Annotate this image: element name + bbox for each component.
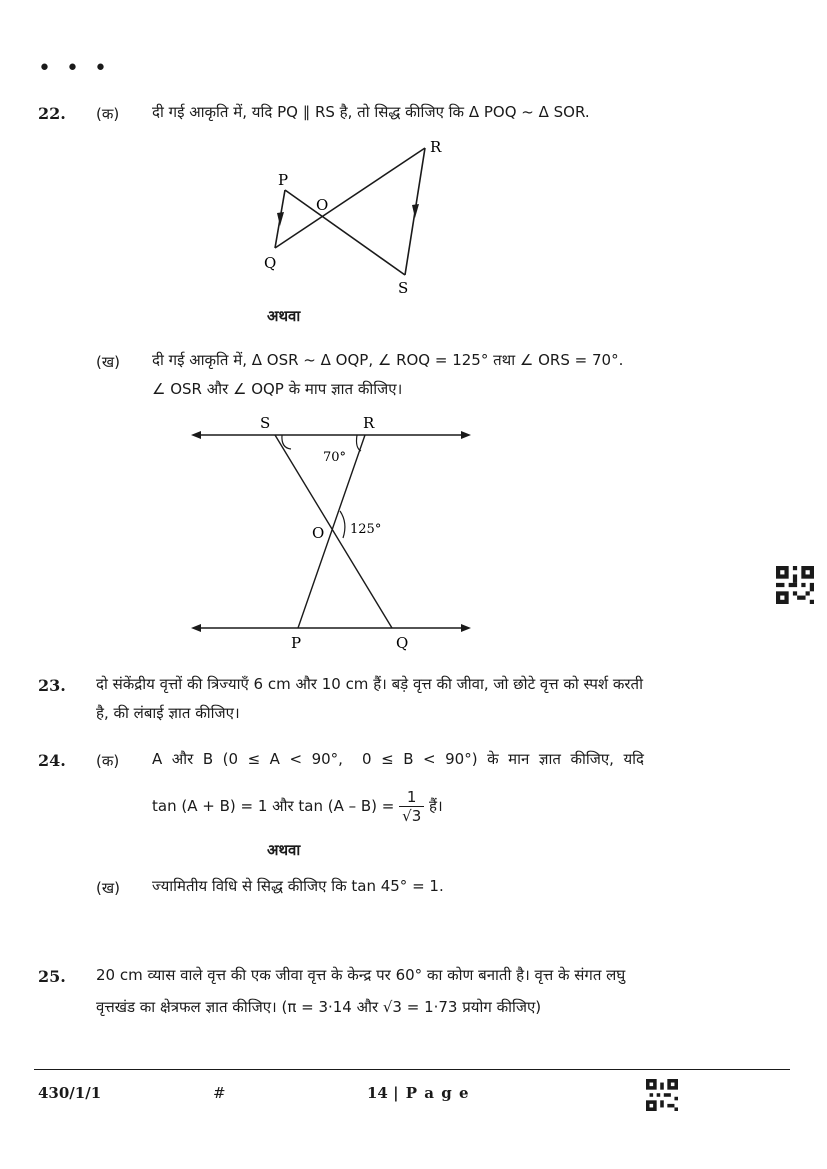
footer-page: [367, 1084, 470, 1102]
q22-b-line1: दी गई आकृति में, Δ OSR ~ Δ OQP, ∠ ROQ = 125° तथा ∠ ORS = 70°.: [152, 351, 624, 369]
q24-number: 24.: [38, 751, 66, 770]
q23-line2: है, की लंबाई ज्ञात कीजिए।: [96, 704, 240, 722]
q22-b-line2: ∠ OSR और ∠ OQP के माप ज्ञात कीजिए।: [152, 380, 403, 398]
figure-q22b: [185, 408, 480, 658]
fig1-label-q: Q: [264, 254, 277, 272]
footer-qr-code-icon: [646, 1079, 678, 1111]
fig1-label-s: S: [398, 279, 409, 297]
fig1-label-p: P: [278, 171, 289, 189]
q22-a-label: (क): [96, 105, 120, 123]
header-dots: • • •: [38, 56, 111, 81]
footer-page-label: | P a g e: [393, 1084, 470, 1102]
fig1-label-o: O: [316, 196, 329, 214]
q24-a-line2-post: हैं।: [429, 797, 443, 815]
fig2-label-s: S: [260, 414, 271, 432]
q24-a-line2: [152, 786, 443, 826]
frac-denominator: √3: [399, 806, 424, 825]
q22-b-label: (ख): [96, 353, 120, 371]
q24-a-line1: A और B (0 ≤ A < 90°, 0 ≤ B < 90°) के मान ज्ञात कीजिए, यदि: [152, 750, 645, 768]
q23-number: 23.: [38, 676, 66, 695]
footer-page-number: 14: [367, 1084, 388, 1102]
fig2-label-q: Q: [396, 634, 409, 652]
footer-code: 430/1/1: [38, 1084, 102, 1102]
fig1-label-r: R: [430, 138, 442, 156]
q24-a-line2-pre: tan (A + B) = 1 और tan (A – B) =: [152, 797, 395, 815]
figure-q22a: [250, 130, 460, 300]
q25-line2: वृत्तखंड का क्षेत्रफल ज्ञात कीजिए। (π = 3·14 और √3 = 1·73 प्रयोग कीजिए): [96, 998, 542, 1016]
q24-a-label: (क): [96, 752, 120, 770]
footer-hash: #: [213, 1084, 226, 1102]
q23-line1: दो संकेंद्रीय वृत्तों की त्रिज्याएँ 6 cm और 10 cm हैं। बड़े वृत्त की जीवा, जो छोटे वृत्त को स्पर्श करती: [96, 675, 643, 693]
q22-or: अथवा: [267, 307, 301, 325]
q22-a-text: दी गई आकृति में, यदि PQ ∥ RS है, तो सिद्ध कीजिए कि Δ POQ ~ Δ SOR.: [152, 103, 590, 121]
q25-number: 25.: [38, 967, 66, 986]
frac-numerator: 1: [406, 788, 417, 806]
fig2-angle-70: 70°: [323, 450, 347, 465]
fig2-label-r: R: [363, 414, 375, 432]
fig2-label-p: P: [291, 634, 302, 652]
fraction-1-over-root3: [399, 788, 424, 825]
q24-or: अथवा: [267, 841, 301, 859]
q22-number: 22.: [38, 104, 66, 123]
q25-line1: 20 cm व्यास वाले वृत्त की एक जीवा वृत्त के केन्द्र पर 60° का कोण बनाती है। वृत्त के संगत लघु: [96, 966, 626, 984]
q24-b-text: ज्यामितीय विधि से सिद्ध कीजिए कि tan 45° = 1.: [152, 877, 444, 895]
qr-code-icon: [776, 566, 814, 604]
fig2-label-o: O: [312, 524, 325, 542]
q24-b-label: (ख): [96, 879, 120, 897]
fig2-angle-125: 125°: [350, 522, 382, 537]
footer-rule: [34, 1069, 790, 1070]
